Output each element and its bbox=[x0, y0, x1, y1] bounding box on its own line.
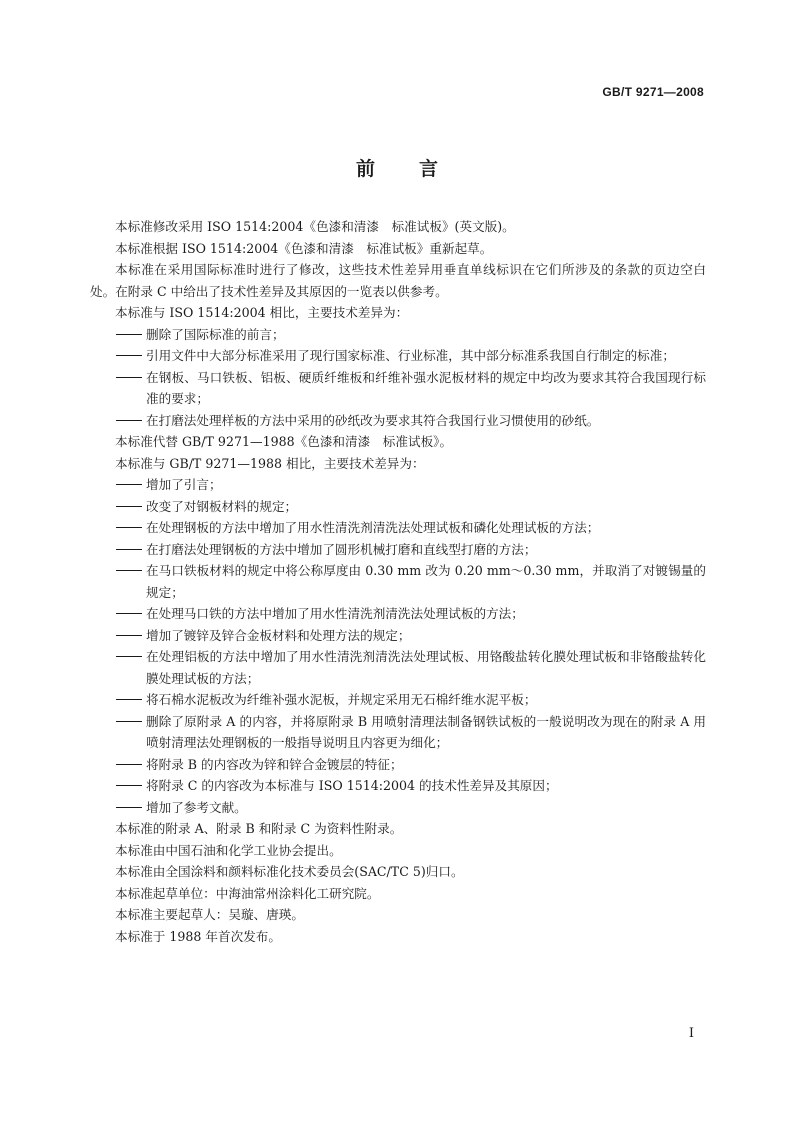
paragraph-iso-differences-intro: 本标准与 ISO 1514:2004 相比，主要技术差异为： bbox=[115, 305, 409, 320]
paragraph-drafters: 本标准主要起草人：吴璇、唐瑛。 bbox=[115, 907, 304, 922]
paragraph-technical-committee: 本标准由全国涂料和颜料标准化技术委员会(SAC/TC 5)归口。 bbox=[115, 864, 464, 879]
list-item: 将附录 B 的内容改为锌和锌合金镀层的特征； bbox=[146, 754, 706, 776]
title-char-2: 言 bbox=[419, 158, 439, 180]
list-item: 增加了镀锌及锌合金板材料和处理方法的规定； bbox=[146, 625, 706, 647]
foreword-body bbox=[90, 216, 706, 947]
list-item: 引用文件中大部分标准采用了现行国家标准、行业标准，其中部分标准系我国自行制定的标准； bbox=[146, 345, 706, 367]
paragraph-adoption: 本标准修改采用 ISO 1514:2004《色漆和清漆 标准试板》(英文版)。 bbox=[115, 219, 515, 234]
paragraph-first-issued: 本标准于 1988 年首次发布。 bbox=[115, 928, 281, 944]
page-title bbox=[0, 154, 794, 181]
list-item: 在钢板、马口铁板、铝板、硬质纤维板和纤维补强水泥板材料的规定中均改为要求其符合我国现行标准的要求； bbox=[146, 367, 706, 410]
list-item: 增加了引言； bbox=[146, 474, 706, 496]
list-item: 改变了对钢板材料的规定； bbox=[146, 496, 706, 518]
paragraph-modification: 本标准在采用国际标准时进行了修改，这些技术性差异用垂直单线标识在它们所涉及的条款的页边空白处。在附录 C 中给出了技术性差异及其原因的一览表以供参考。 bbox=[90, 262, 706, 299]
list-item: 将石棉水泥板改为纤维补强水泥板，并规定采用无石棉纤维水泥平板； bbox=[146, 689, 706, 711]
title-char-1: 前 bbox=[355, 158, 375, 180]
paragraph-drafting: 本标准根据 ISO 1514:2004《色漆和清漆 标准试板》重新起草。 bbox=[115, 240, 493, 256]
paragraph-annexes: 本标准的附录 A、附录 B 和附录 C 为资料性附录。 bbox=[115, 821, 403, 836]
list-item: 在马口铁板材料的规定中将公称厚度由 0.30 mm 改为 0.20 mm～0.30 mm，并取消了对镀锡量的规定； bbox=[146, 560, 706, 603]
list-item: 在处理钢板的方法中增加了用水性清洗剂清洗法处理试板和磷化处理试板的方法； bbox=[146, 517, 706, 539]
list-item: 删除了国际标准的前言； bbox=[146, 324, 706, 346]
paragraph-drafting-unit: 本标准起草单位：中海油常州涂料化工研究院。 bbox=[115, 885, 380, 901]
paragraph-1988-differences-intro: 本标准与 GB/T 9271—1988 相比，主要技术差异为： bbox=[115, 455, 425, 471]
list-item: 在打磨法处理钢板的方法中增加了圆形机械打磨和直线型打磨的方法； bbox=[146, 539, 706, 561]
paragraph-proposed-by: 本标准由中国石油和化学工业协会提出。 bbox=[115, 842, 342, 858]
list-item: 删除了原附录 A 的内容，并将原附录 B 用喷射清理法制备钢铁试板的一般说明改为现在的附录 A 用喷射清理法处理钢板的一般指导说明且内容更为细化； bbox=[146, 711, 706, 754]
list-item: 在打磨法处理样板的方法中采用的砂纸改为要求其符合我国行业习惯使用的砂纸。 bbox=[146, 410, 706, 432]
page-number: I bbox=[688, 1026, 694, 1041]
list-item: 增加了参考文献。 bbox=[146, 797, 706, 819]
standard-code: GB/T 9271—2008 bbox=[602, 85, 704, 99]
list-item: 在处理铝板的方法中增加了用水性清洗剂清洗法处理试板、用铬酸盐转化膜处理试板和非铬酸盐转化膜处理试板的方法； bbox=[146, 646, 706, 689]
list-item: 将附录 C 的内容改为本标准与 ISO 1514:2004 的技术性差异及其原因； bbox=[146, 775, 706, 797]
paragraph-replaces: 本标准代替 GB/T 9271—1988《色漆和清漆 标准试板》。 bbox=[115, 434, 453, 449]
list-item: 在处理马口铁的方法中增加了用水性清洗剂清洗法处理试板的方法； bbox=[146, 603, 706, 625]
